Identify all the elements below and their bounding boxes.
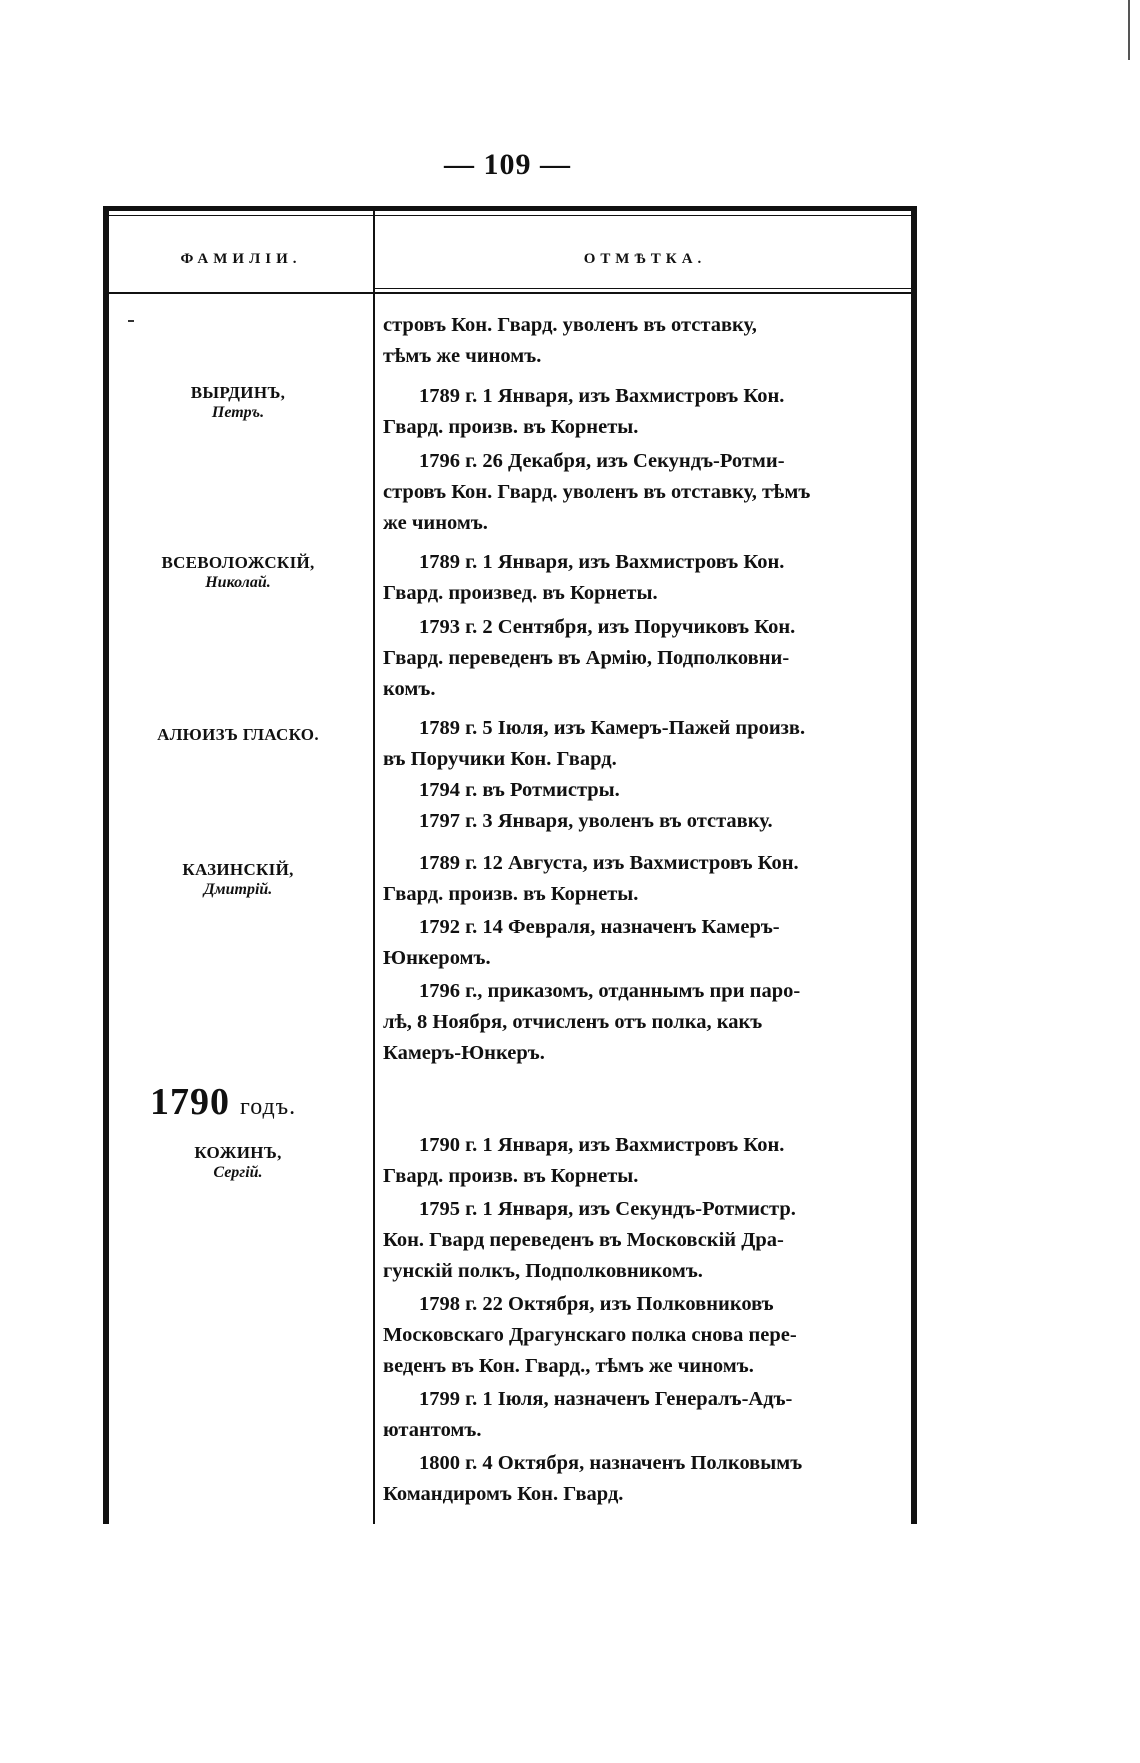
surname: ВСЕВОЛОЖСКІЙ, [161,553,315,572]
name-entry-kazinsky [103,860,373,899]
given-name: Дмитрій. [203,881,273,898]
remark-entry [383,775,901,806]
remark-entry [383,1384,901,1446]
page-edge-mark [1128,0,1130,60]
remark-line: Юнкеромъ. [383,947,491,969]
margin-mark [128,320,134,322]
remark-line: 1789 г. 5 Іюля, изъ Камеръ-Пажей произв. [419,717,806,739]
remark-line: 1795 г. 1 Января, изъ Секундъ-Ротмистр. [419,1198,796,1220]
remark-line: Кон. Гвард переведенъ въ Московскій Дра- [383,1229,784,1251]
remark-line: 1797 г. 3 Января, уволенъ въ отставку. [419,810,773,832]
remark-kazinsky [383,848,901,1069]
remark-entry [383,1448,901,1510]
remark-entry [383,848,901,910]
remark-vyrdin [383,381,901,539]
remark-line: 1789 г. 12 Августа, изъ Вахмистровъ Кон. [419,852,799,874]
remark-kozhin [383,1130,901,1510]
remark-line: Гвард. переведенъ въ Армію, Подполковни- [383,647,790,669]
remark-entry [383,713,901,775]
remark-line: же чиномъ. [383,512,488,534]
remark-line: стровъ Кон. Гвард. уволенъ въ отставку, [383,314,757,336]
surname: АЛЮИЗЪ ГЛАСКО. [157,725,319,744]
remark-line: 1796 г. 26 Декабря, изъ Секундъ-Ротми- [419,450,785,472]
surname: ВЫРДИНЪ, [190,383,286,402]
name-entry-kozhin [103,1143,373,1182]
remark-line: Командиромъ Кон. Гвард. [383,1483,624,1505]
remark-line: Гвард. произвед. въ Корнеты. [383,582,658,604]
given-name: Петръ. [211,404,265,421]
year-word: годъ. [240,1094,297,1120]
remark-vsevolozhsky [383,547,901,705]
remark-entry [383,806,901,837]
remark-entry [383,1289,901,1382]
remark-line: Гвард. произв. въ Корнеты. [383,1165,639,1187]
year-number: 1790 [150,1081,230,1123]
remark-entry [383,381,901,443]
remark-continuation [383,310,901,372]
remark-line: 1796 г., приказомъ, отданнымъ при паро- [419,980,801,1002]
remark-line: тѣмъ же чиномъ. [383,345,542,367]
remark-line: 1800 г. 4 Октября, назначенъ Полковымъ [419,1452,803,1474]
remark-line: ютантомъ. [383,1419,482,1441]
remark-line: 1798 г. 22 Октября, изъ Полковниковъ [419,1293,774,1315]
surname: КОЖИНЪ, [194,1143,282,1162]
remark-line: 1799 г. 1 Іюля, назначенъ Генералъ-Адъ- [419,1388,793,1410]
remark-line: Камеръ-Юнкеръ. [383,1042,545,1064]
remark-line: Московскаго Драгунскаго полка снова пере- [383,1324,797,1346]
given-name: Сергій. [213,1164,263,1181]
header-rule-bottom [109,292,911,294]
remark-entry [383,1130,901,1192]
name-entry-vyrdin [103,383,373,422]
column-divider [373,211,375,1524]
remark-line: веденъ въ Кон. Гвард., тѣмъ же чиномъ. [383,1355,754,1377]
remark-entry [383,547,901,609]
remark-entry [383,1194,901,1287]
given-name: Николай. [205,574,271,591]
remark-glasko [383,713,901,837]
name-entry-glasko [103,725,373,745]
column-header-remarks: ОТМѢТКА. [583,251,707,267]
remark-line: 1792 г. 14 Февраля, назначенъ Камеръ- [419,916,780,938]
page-number: — 109 — [444,148,571,181]
remark-entry [383,446,901,539]
remark-line: 1794 г. въ Ротмистры. [419,779,620,801]
remark-line: Гвард. произв. въ Корнеты. [383,416,639,438]
year-heading [150,1080,296,1124]
header-rule [375,288,911,289]
remark-line: гунскій полкъ, Подполковникомъ. [383,1260,703,1282]
remark-line: 1789 г. 1 Января, изъ Вахмистровъ Кон. [419,551,785,573]
name-entry-vsevolozhsky [103,553,373,592]
remark-line: 1790 г. 1 Января, изъ Вахмистровъ Кон. [419,1134,785,1156]
remark-line: Гвард. произв. въ Корнеты. [383,883,639,905]
remark-line: въ Поручики Кон. Гвард. [383,748,617,770]
remark-entry [383,612,901,705]
remark-line: 1789 г. 1 Января, изъ Вахмистровъ Кон. [419,385,785,407]
remark-entry [383,976,901,1069]
remark-line: комъ. [383,678,436,700]
surname: КАЗИНСКІЙ, [182,860,294,879]
remark-line: стровъ Кон. Гвард. уволенъ въ отставку, тѣмъ [383,481,811,503]
remark-line: 1793 г. 2 Сентября, изъ Поручиковъ Кон. [419,616,796,638]
remark-line: лѣ, 8 Ноября, отчисленъ отъ полка, какъ [383,1011,763,1033]
column-header-surnames: ФАМИЛІИ. [180,251,302,267]
remark-entry [383,912,901,974]
